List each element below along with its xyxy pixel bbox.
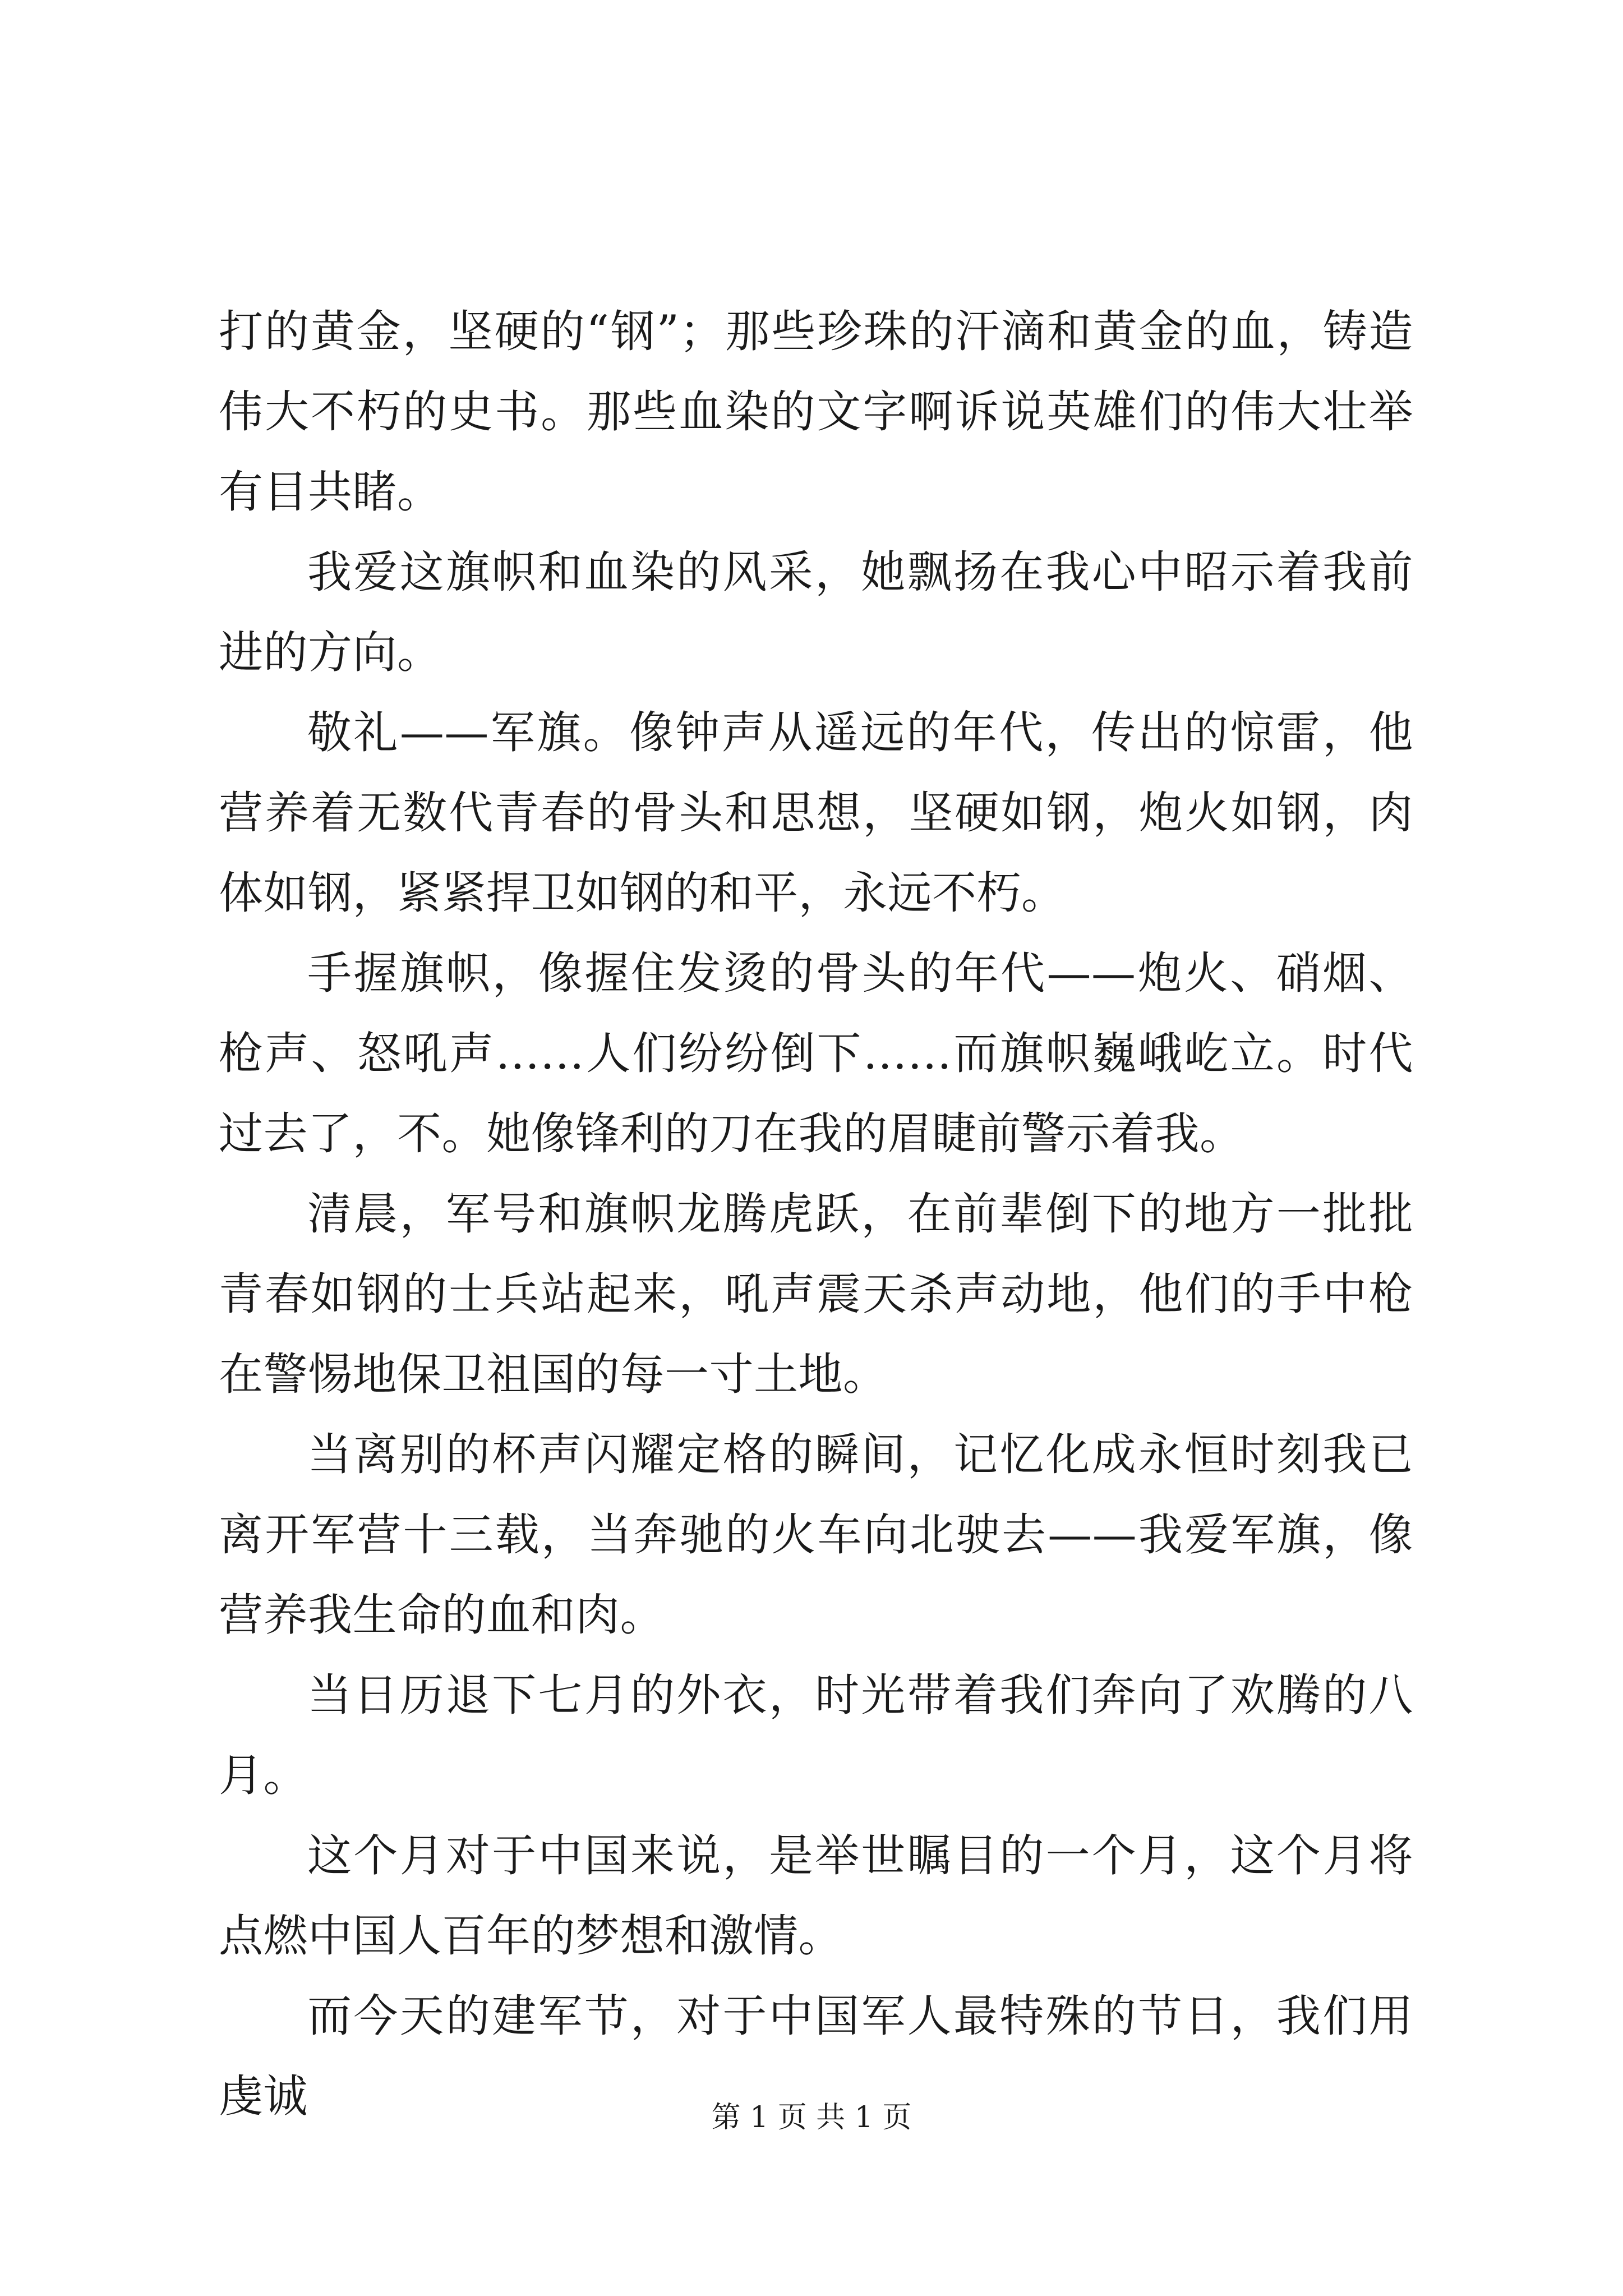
paragraph: 我爱这旗帜和血染的风采，她飘扬在我心中昭示着我前进的方向。 [219,546,1413,678]
paragraph: 打的黄金，坚硬的“钢”；那些珍珠的汗滴和黄金的血，铸造伟大不朽的史书。那些血染的文字啊诉说英雄们的伟大壮举有目共睹。 [219,306,1413,518]
paragraph: 当离别的杯声闪耀定格的瞬间，记忆化成永恒时刻我已离开军营十三载，当奔驰的火车向北驶去——我爱军旗，像营养我生命的血和肉。 [219,1429,1413,1641]
page-footer: 第 1 页 共 1 页 [711,2101,912,2134]
paragraph: 手握旗帜，像握住发烫的骨头的年代——炮火、硝烟、枪声、怒吼声……人们纷纷倒下……而旗帜巍峨屹立。时代过去了，不。她像锋利的刀在我的眉睫前警示着我。 [219,947,1413,1159]
paragraph: 当日历退下七月的外衣，时光带着我们奔向了欢腾的八月。 [219,1669,1413,1801]
paragraph: 而今天的建军节，对于中国军人最特殊的节日，我们用虔诚 [219,1990,1413,2122]
paragraph: 这个月对于中国来说，是举世瞩目的一个月，这个月将点燃中国人百年的梦想和激情。 [219,1830,1413,1962]
paragraph: 清晨，军号和旗帜龙腾虎跃，在前辈倒下的地方一批批青春如钢的士兵站起来，吼声震天杀声动地，他们的手中枪在警惕地保卫祖国的每一寸土地。 [219,1188,1413,1400]
document-body [219,292,1413,2137]
paragraph: 敬礼——军旗。像钟声从遥远的年代，传出的惊雷，他营养着无数代青春的骨头和思想，坚硬如钢，炮火如钢，肉体如钢，紧紧捍卫如钢的和平，永远不朽。 [219,707,1413,919]
